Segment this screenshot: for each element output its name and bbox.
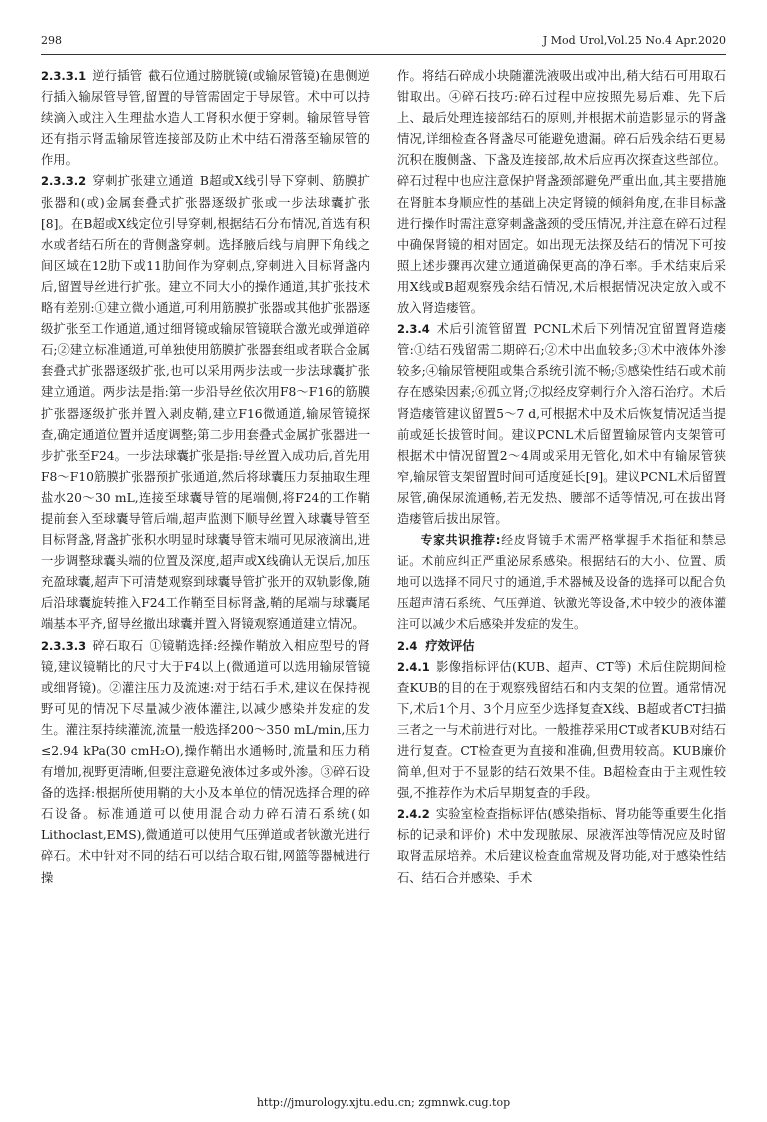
page-footer-url: http://jmurology.xjtu.edu.cn; zgmnwk.cug.top <box>256 1096 511 1109</box>
section-number: 2.3.4 <box>397 322 430 337</box>
section-title: 碎石取石 <box>92 638 144 653</box>
section-title: 逆行插管 <box>92 69 143 83</box>
section-2-3-3-3 <box>41 636 370 889</box>
consensus-text: 经皮肾镜手术需严格掌握手术指征和禁忌证。术前应纠正严重泌尿系感染。根据结石的大小、位置、质地可以选择不同尺寸的通道,手术器械及设备的选择可以配合负压超声清石系统、气压弹道、钬激光等设备,术中较少的液体灌注可以减少术后感染并发症的发生。 <box>397 533 726 632</box>
page-number: 298 <box>41 34 62 47</box>
section-body: 术中发现脓尿、尿液浑浊等情况应及时留取肾盂尿培养。术后建议检查血常规及肾功能,对于感染性结石、结石合并感染、手术 <box>397 828 726 885</box>
page-header <box>41 34 726 50</box>
section-number: 2.4 <box>397 638 418 653</box>
section-2-4-2 <box>397 804 726 888</box>
consensus-label: 专家共识推荐: <box>420 533 501 548</box>
section-title: 影像指标评估(KUB、超声、CT等) <box>435 659 632 674</box>
section-title: 疗效评估 <box>425 638 475 653</box>
section-2-4 <box>397 636 726 657</box>
section-2-3-3-2 <box>41 171 370 635</box>
section-number: 2.3.3.2 <box>41 174 87 189</box>
section-title: 穿刺扩张建立通道 <box>92 174 194 189</box>
left-column <box>41 66 370 889</box>
expert-consensus <box>397 530 726 635</box>
right-column <box>397 66 726 889</box>
section-2-4-1 <box>397 657 726 805</box>
section-body: 截石位通过膀胱镜(或输尿管镜)在患侧逆行插入输尿管导管,留置的导管需固定于导尿管。术中可以持续滴入或注入生理盐水造人工肾积水便于穿刺。输尿管导管还有指示肾盂输尿管连接部及防止术中结石滑落至输尿管的作用。 <box>41 69 370 168</box>
continued-paragraph: 作。将结石碎成小块随灌洗液吸出或冲出,稍大结石可用取石钳取出。④碎石技巧:碎石过程中应按照先易后难、先下后上、最后处理连接部结石的原则,并根据术前造影显示的肾盏情况,详细检查各肾盏尽可能避免遗漏。碎石后残余结石更易沉积在腹侧盏、下盏及连接部,故术后应再次探查这些部位。碎石过程中也应注意保护肾盏颈部避免严重出血,其主要措施在肾脏本身顺应性的基础上决定肾镜的倾斜角度,在非目标盏进行操作时需注意穿刺盏盏颈的受压情况,并注意在碎石过程中确保肾镜的相对固定。如出现无法探及结石的情况下可按照上述步骤再次建立通道确保更高的净石率。手术结束后采用X线或B超观察残余结石情况,术后根据情况决定放入或不放入肾造瘘管。 <box>397 69 726 316</box>
section-title: 实验室检查指标评估(感染指标、肾功能等重要生化指标的记录和评价) <box>397 807 726 843</box>
section-body: B超或X线引导下穿刺、筋膜扩张器和(或)金属套叠式扩张器逐级扩张或一步法球囊扩张[8]。在B超或X线定位引导穿刺,根据结石分布情况,首选有积水或者结石所在的背侧盏穿刺。选择腋后线与肩胛下角线之间区域在12肋下或11肋间作为穿刺点,穿刺进入目标肾盏内后,留置导丝进行扩张。建立不同大小的操作通道,其扩张技术略有差别:①建立微小通道,可利用筋膜扩张器或其他扩张器逐级扩张至工作通道,通过细肾镜或输尿管镜联合激光或弹道碎石;②建立标准通道,可单独使用筋膜扩张器套组或者联合金属套叠式扩张器逐级扩张,也可以采用两步法或一步法球囊扩张建立通道。两步法是指:第一步沿导丝依次用F8～F16的筋膜扩张器逐级扩张并置入剥皮鞘,建立F16微通道,输尿管镜探查,确定通道位置并适度调整;第二步用套叠式金属扩张器进一步扩张至F24。一步法球囊扩张是指:导丝置入成功后,首先用F8～F10筋膜扩张器预扩张通道,然后将球囊压力泵抽取生理盐水20～30 mL,连接至球囊导管的尾端侧,将F24的工作鞘提前套入至球囊导管后端,超声监测下顺导丝置入球囊导管至目标肾盏,肾盏扩张积水明显时球囊导管末端可见尿液滴出,进一步调整球囊头端的位置及深度,超声或X线确认无误后,加压充盈球囊,超声下可清楚观察到球囊导管扩张开的双轨影像,随后沿球囊旋转推入F24工作鞘至目标肾盏,鞘的尾端与球囊尾端基本平齐,留导丝撤出球囊并置入肾镜观察通道建立情况。 <box>41 174 370 632</box>
section-2-3-4 <box>397 319 726 530</box>
section-2-3-3-1 <box>41 66 370 171</box>
header-rule <box>41 54 726 55</box>
section-number: 2.4.1 <box>397 659 430 674</box>
section-title: 术后引流管留置 <box>435 322 528 337</box>
section-body: PCNL术后下列情况宜留置肾造瘘管:①结石残留需二期碎石;②术中出血较多;③术中液体外渗较多;④输尿管梗阻或集合系统引流不畅;⑤感染性结石或术前存在感染因素;⑥孤立肾;⑦拟经皮穿刺行介入溶石治疗。术后肾造瘘管建议留置5～7 d,可根据术中及术后恢复情况适当提前或延长拔管时间。建议PCNL术后留置输尿管内支架管可根据术中情况留置2～4周或采用无管化,如术中有输尿管狭窄,输尿管支架留置时间可适度延长[9]。建议PCNL术后留置尿管,确保尿流通畅,若无发热、腰部不适等情况,可在拔出肾造瘘管后拔出尿管。 <box>397 322 726 526</box>
section-number: 2.4.2 <box>397 807 430 822</box>
section-body: ①镜鞘选择:经操作鞘放入相应型号的肾镜,建议镜鞘比的尺寸大于F4以上(微通道可以选用输尿管镜或细肾镜)。②灌注压力及流速:对于结石手术,建议在保持视野可见的情况下尽量减少液体灌注,以减少感染并发症的发生。灌注泵持续灌流,流量一般选择200～350 mL/min,压力≤2.94 kPa(30 cmH₂O),操作鞘出水通畅时,流量和压力稍有增加,视野更清晰,但要注意避免液体过多或外渗。③碎石设备的选择:根据所使用鞘的大小及本单位的情况选择合理的碎石设备。标准通道可以使用混合动力碎石清石系统(如Lithoclast,EMS),微通道可以使用气压弹道或者钬激光进行碎石。术中针对不同的结石可以结合取石钳,网篮等器械进行操 <box>41 638 370 885</box>
section-number: 2.3.3.1 <box>41 69 87 83</box>
journal-citation: J Mod Urol,Vol.25 No.4 Apr.2020 <box>542 34 726 47</box>
section-body: 术后住院期间检查KUB的目的在于观察残留结石和内支架的位置。通常情况下,术后1个月、3个月应至少选择复查X线、B超或者CT扫描三者之一与术前进行对比。一般推荐采用CT或者KUB对结石进行复查。CT检查更为直接和准确,但费用较高。KUB廉价简单,但对于不显影的结石效果不佳。B超检查由于主观性较强,不推荐作为术后早期复查的手段。 <box>397 659 726 801</box>
section-number: 2.3.3.3 <box>41 638 87 653</box>
